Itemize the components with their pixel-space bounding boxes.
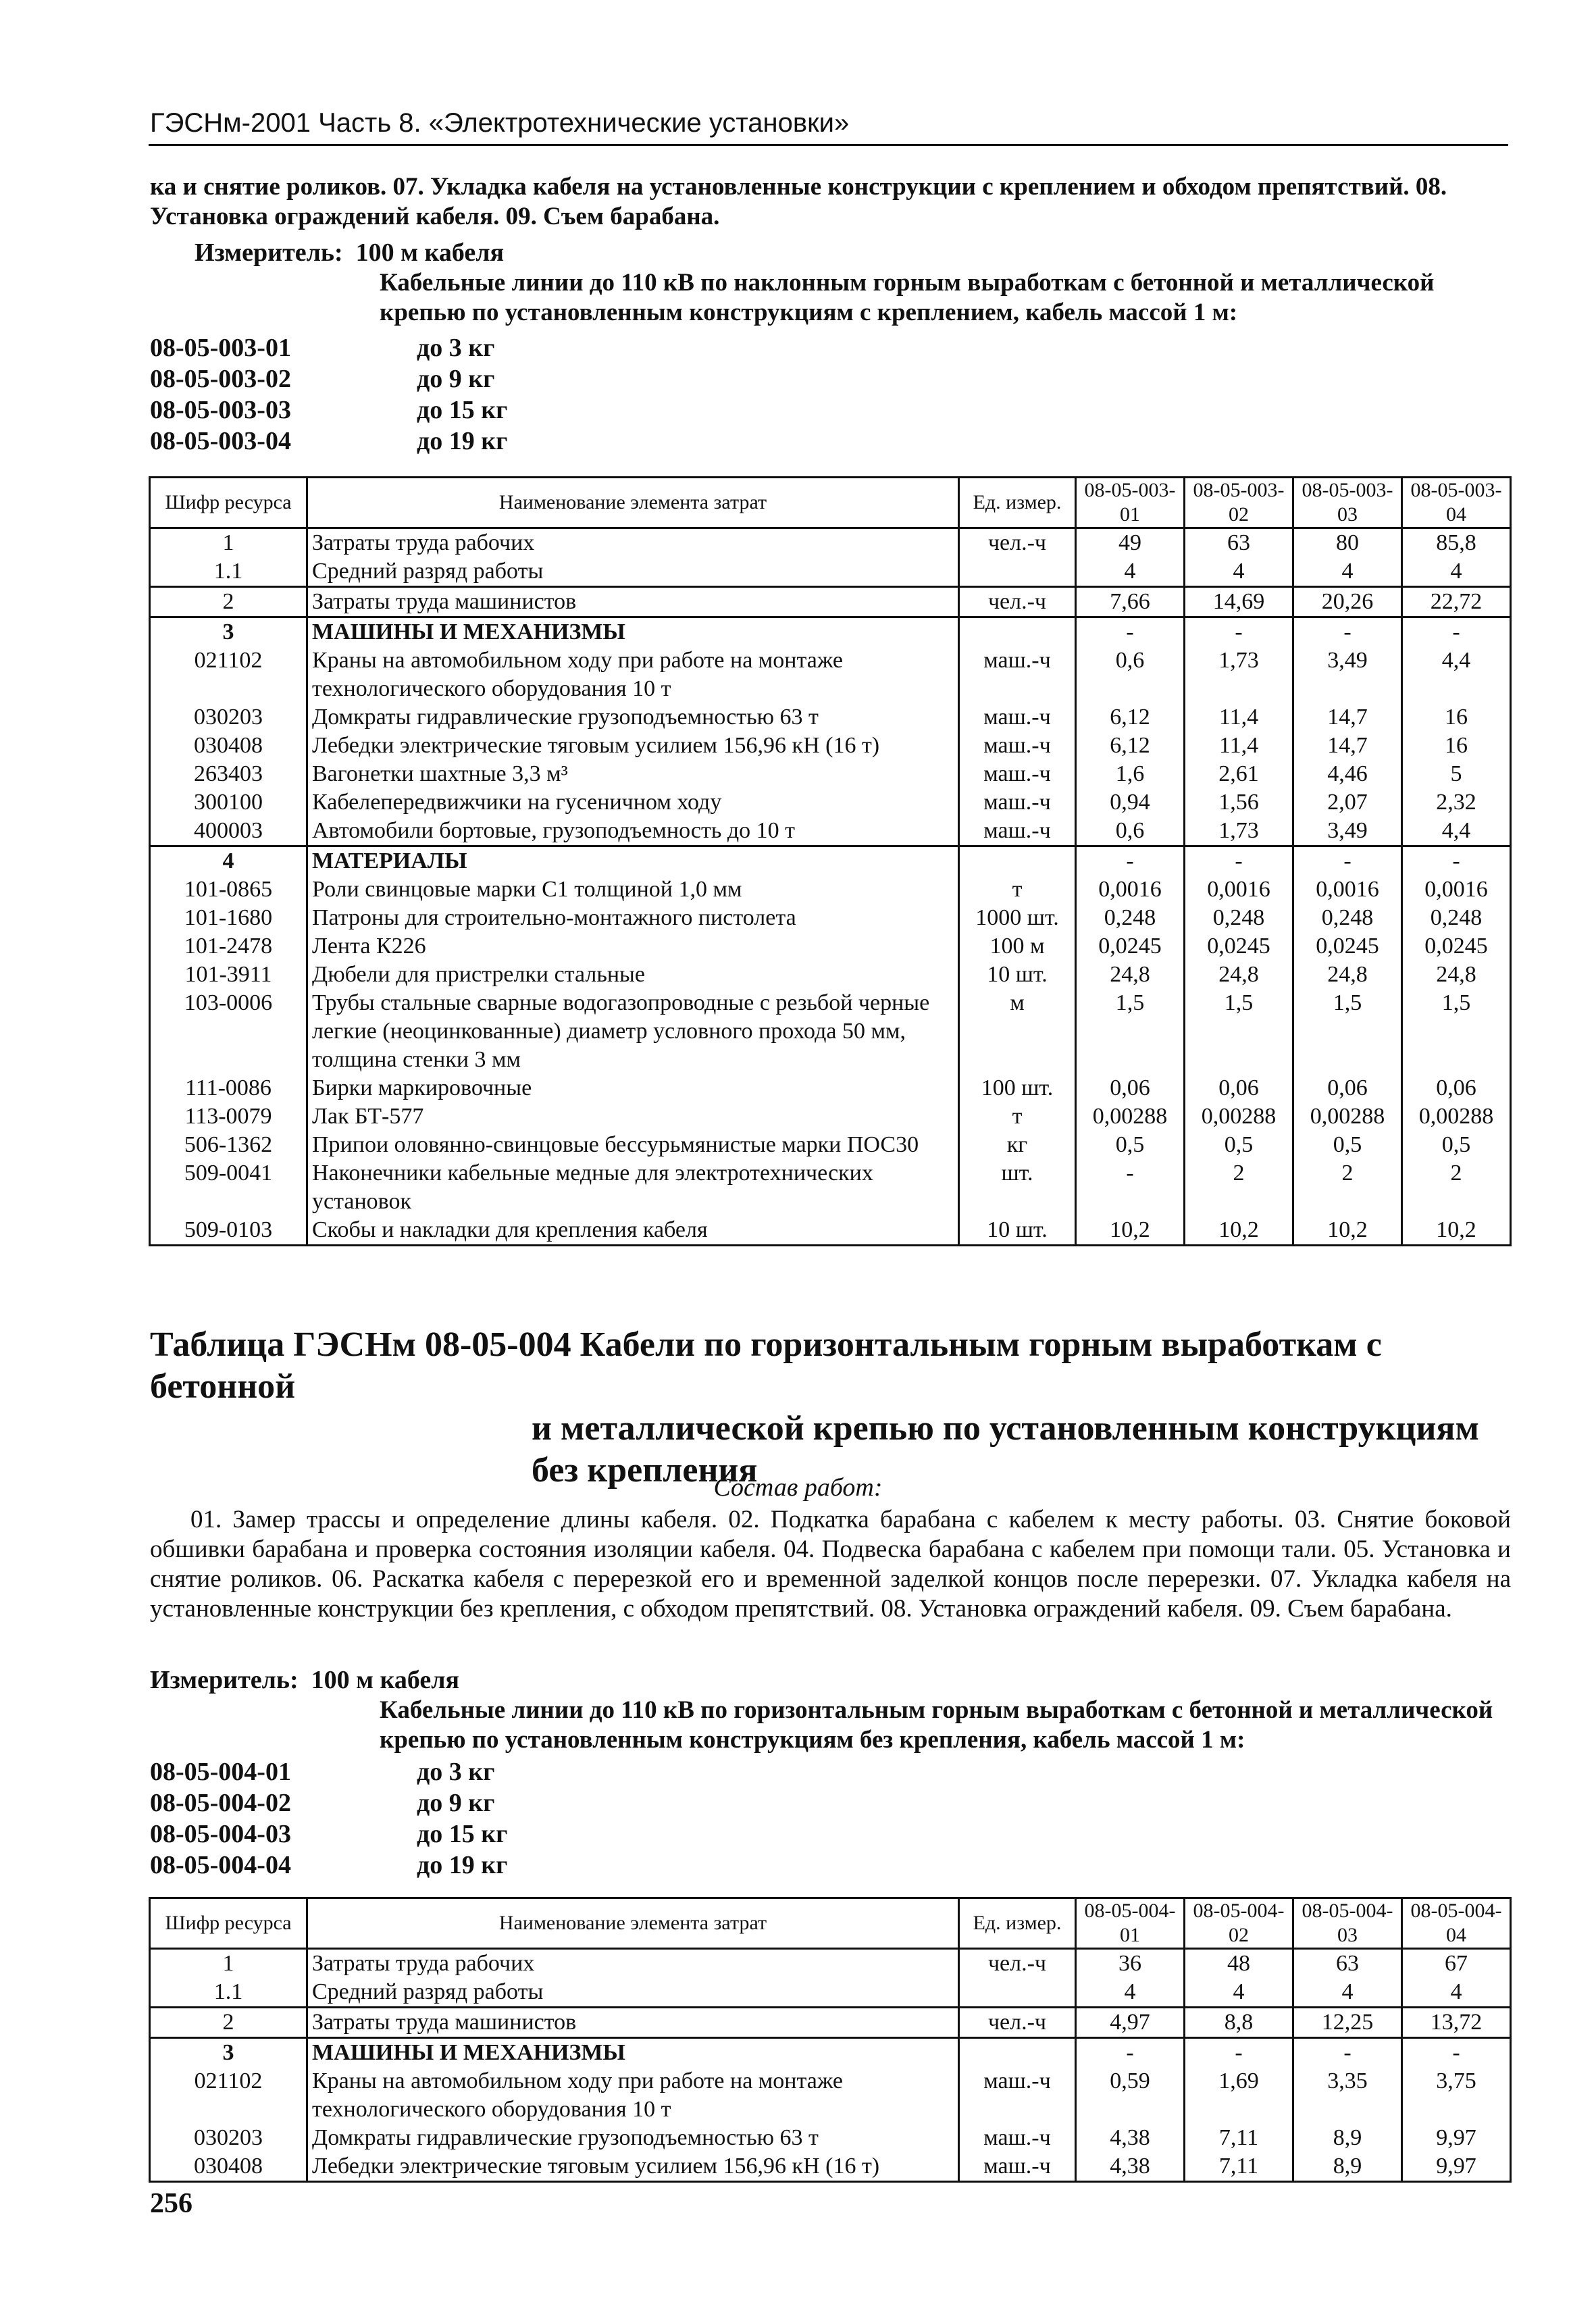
resource-value: 0,0016 [1076, 875, 1185, 904]
column-header: Ед. измер. [959, 1898, 1076, 1949]
table-title-line2: и металлической крепью по установленным конструкциям [532, 1409, 1479, 1448]
resource-name: Припои оловянно-свинцовые бессурьмянистые марки ПОС30 [307, 1131, 959, 1159]
resource-code: 300100 [150, 788, 307, 817]
meter-2 [150, 1665, 459, 1695]
resource-value: - [1076, 1159, 1185, 1216]
resource-value: 2,61 [1185, 760, 1293, 788]
resource-value: - [1293, 2038, 1402, 2068]
resource-value: 2,07 [1293, 788, 1402, 817]
resource-name: Лебедки электрические тяговым усилием 156,96 кН (16 т) [307, 2152, 959, 2182]
resource-value: 0,0016 [1402, 875, 1511, 904]
resource-value: 1,73 [1185, 646, 1293, 703]
resource-value: 16 [1402, 732, 1511, 760]
code-id: 08-05-004-04 [150, 1851, 291, 1879]
code-weight: до 3 кг [417, 1758, 495, 1786]
resource-name: Домкраты гидравлические грузоподъемностью 63 т [307, 2124, 959, 2152]
resource-value: 6,12 [1076, 703, 1185, 732]
table-row [150, 760, 1511, 788]
code-weight: до 9 кг [417, 1789, 495, 1817]
resource-value: 4,4 [1402, 646, 1511, 703]
table-row [150, 788, 1511, 817]
table-row [150, 1978, 1511, 2008]
resource-value: 5 [1402, 760, 1511, 788]
resource-unit [959, 1978, 1076, 2008]
resource-value: - [1185, 846, 1293, 876]
resource-value: 4,38 [1076, 2152, 1185, 2182]
resource-name: Вагонетки шахтные 3,3 м³ [307, 760, 959, 788]
resource-value: 14,7 [1293, 732, 1402, 760]
resource-value: - [1402, 617, 1511, 647]
resource-value: 24,8 [1293, 961, 1402, 989]
resource-code: 2 [150, 2008, 307, 2038]
resource-value: 1,56 [1185, 788, 1293, 817]
resource-unit: чел.-ч [959, 2008, 1076, 2038]
resource-unit: т [959, 1102, 1076, 1131]
table-row [150, 1074, 1511, 1102]
description-2: Кабельные линии до 110 кВ по горизонтальным горным выработкам с бетонной и металлической крепью по установленным конструкциям без крепления, кабель массой 1 м: [380, 1696, 1493, 1754]
resource-value: 24,8 [1185, 961, 1293, 989]
resource-value: 9,97 [1402, 2152, 1511, 2182]
top-paragraph: ка и снятие роликов. 07. Укладка кабеля на установленные конструкции с креплением и обходом препятствий. 08. Установка ограждений кабеля. 09. Съем барабана. [150, 173, 1447, 230]
resource-unit: маш.-ч [959, 646, 1076, 703]
resource-value: 49 [1076, 528, 1185, 558]
code-weight: до 15 кг [417, 396, 508, 424]
resource-value: 7,11 [1185, 2124, 1293, 2152]
resource-name: Лак БТ-577 [307, 1102, 959, 1131]
table-row [150, 1159, 1511, 1216]
resource-name: Трубы стальные сварные водогазопроводные с резьбой черные легкие (неоцинкованные) диаметр условного прохода 50 мм, толщина стенки 3 мм [307, 989, 959, 1074]
code-id: 08-05-004-02 [150, 1789, 291, 1817]
resource-value: 0,00288 [1076, 1102, 1185, 1131]
resource-unit: 1000 шт. [959, 904, 1076, 932]
resource-code: 3 [150, 2038, 307, 2068]
resource-code: 1 [150, 1949, 307, 1979]
resource-value: 85,8 [1402, 528, 1511, 558]
resource-value: - [1076, 617, 1185, 647]
resource-value: 0,06 [1402, 1074, 1511, 1102]
resource-unit: маш.-ч [959, 2152, 1076, 2182]
resource-value: 0,0245 [1076, 932, 1185, 961]
table-row [150, 1102, 1511, 1131]
resource-value: 4 [1402, 557, 1511, 587]
column-header: 08-05-003-04 [1402, 478, 1511, 528]
resource-value: 4 [1185, 1978, 1293, 2008]
code-id: 08-05-003-01 [150, 334, 291, 362]
table-row [150, 1216, 1511, 1246]
code-row [150, 1850, 507, 1881]
resource-value: 4 [1293, 1978, 1402, 2008]
resource-value: 0,59 [1076, 2067, 1185, 2124]
resource-code: 113-0079 [150, 1102, 307, 1131]
resource-value: 4,46 [1293, 760, 1402, 788]
resource-value: 0,6 [1076, 817, 1185, 846]
resource-code: 509-0103 [150, 1216, 307, 1246]
resource-value: 24,8 [1076, 961, 1185, 989]
resource-value: 4 [1293, 557, 1402, 587]
resource-unit: маш.-ч [959, 788, 1076, 817]
table-row [150, 617, 1511, 647]
code-list-2 [150, 1756, 507, 1881]
resource-unit: чел.-ч [959, 528, 1076, 558]
resource-value: 63 [1293, 1949, 1402, 1979]
resource-value: 0,5 [1076, 1131, 1185, 1159]
resource-value: 3,49 [1293, 817, 1402, 846]
resource-value: - [1293, 617, 1402, 647]
table-title-line3: без крепления [532, 1451, 758, 1490]
column-header: 08-05-003-02 [1185, 478, 1293, 528]
resource-value: 1,73 [1185, 817, 1293, 846]
resource-value: - [1402, 2038, 1511, 2068]
table-row [150, 1131, 1511, 1159]
resource-unit: чел.-ч [959, 587, 1076, 617]
resource-unit [959, 2038, 1076, 2068]
resource-unit: маш.-ч [959, 760, 1076, 788]
resource-code: 101-3911 [150, 961, 307, 989]
table-row [150, 2124, 1511, 2152]
column-header: 08-05-004-03 [1293, 1898, 1402, 1949]
code-row [150, 395, 507, 426]
column-header: 08-05-004-02 [1185, 1898, 1293, 1949]
resource-value: 48 [1185, 1949, 1293, 1979]
resource-code: 030203 [150, 2124, 307, 2152]
table-row [150, 2008, 1511, 2038]
resource-name: Наконечники кабельные медные для электротехнических установок [307, 1159, 959, 1216]
code-row [150, 1787, 507, 1819]
resource-name: Затраты труда рабочих [307, 528, 959, 558]
resource-name: Лебедки электрические тяговым усилием 156,96 кН (16 т) [307, 732, 959, 760]
resource-value: 12,25 [1293, 2008, 1402, 2038]
resource-unit: 100 м [959, 932, 1076, 961]
resource-value: - [1185, 617, 1293, 647]
resource-name: МАШИНЫ И МЕХАНИЗМЫ [307, 2038, 959, 2068]
code-id: 08-05-003-02 [150, 365, 291, 393]
resource-code: 101-2478 [150, 932, 307, 961]
resource-value: 1,5 [1076, 989, 1185, 1074]
page-header-title: ГЭСНм-2001 Часть 8. «Электротехнические установки» [150, 108, 850, 138]
code-list-1 [150, 332, 507, 457]
composition-text: 01. Замер трассы и определение длины кабеля. 02. Подкатка барабана с кабелем к месту работы. 03. Снятие боковой обшивки барабана и проверка состояния изоляции кабеля. 04. Подвеска барабана с кабелем при помощи тали. 05. Установка и снятие роликов. 06. Раскатка кабеля с перерезкой его и временной заделкой концов после перерезки. 07. Укладка кабеля на установленные конструкции без крепления, с обходом препятствий. 08. Установка ограждений кабеля. 09. Съем барабана. [150, 1506, 1511, 1623]
resource-value: 0,248 [1402, 904, 1511, 932]
resource-unit: м [959, 989, 1076, 1074]
code-id: 08-05-003-04 [150, 427, 291, 455]
resource-value: 8,9 [1293, 2152, 1402, 2182]
resource-unit: маш.-ч [959, 2124, 1076, 2152]
resource-unit: шт. [959, 1159, 1076, 1216]
resource-unit: маш.-ч [959, 817, 1076, 846]
resource-code: 111-0086 [150, 1074, 307, 1102]
header-row [150, 1898, 1511, 1949]
resource-unit: кг [959, 1131, 1076, 1159]
resource-value: 8,8 [1185, 2008, 1293, 2038]
table-row [150, 932, 1511, 961]
code-row [150, 332, 507, 363]
resource-name: Средний разряд работы [307, 1978, 959, 2008]
resource-value: 1,6 [1076, 760, 1185, 788]
resource-value: 0,6 [1076, 646, 1185, 703]
resource-value: 4,4 [1402, 817, 1511, 846]
resource-value: - [1293, 846, 1402, 876]
resource-value: 10,2 [1402, 1216, 1511, 1246]
table-row [150, 2152, 1511, 2182]
table-row [150, 587, 1511, 617]
resource-value: 3,75 [1402, 2067, 1511, 2124]
resource-code: 263403 [150, 760, 307, 788]
resource-value: 0,5 [1402, 1131, 1511, 1159]
resource-value: 0,0245 [1185, 932, 1293, 961]
resource-code: 400003 [150, 817, 307, 846]
meter-1-value: 100 м кабеля [355, 238, 505, 267]
resource-value: 7,11 [1185, 2152, 1293, 2182]
table-row [150, 989, 1511, 1074]
resource-value: 11,4 [1185, 703, 1293, 732]
column-header: Наименование элемента затрат [307, 478, 959, 528]
resource-unit: чел.-ч [959, 1949, 1076, 1979]
resource-code: 101-0865 [150, 875, 307, 904]
resource-name: Автомобили бортовые, грузоподъемность до 10 т [307, 817, 959, 846]
resource-value: 4,97 [1076, 2008, 1185, 2038]
resource-value: 1,5 [1185, 989, 1293, 1074]
code-row [150, 426, 507, 457]
resource-value: 0,0016 [1185, 875, 1293, 904]
column-header: Шифр ресурса [150, 478, 307, 528]
resource-code: 3 [150, 617, 307, 647]
code-weight: до 19 кг [417, 427, 508, 455]
resource-value: 2,32 [1402, 788, 1511, 817]
resource-value: 0,5 [1293, 1131, 1402, 1159]
resource-value: 36 [1076, 1949, 1185, 1979]
meter-1 [195, 238, 504, 268]
code-row [150, 1819, 507, 1850]
table-row [150, 875, 1511, 904]
resource-unit: 100 шт. [959, 1074, 1076, 1102]
resource-name: Кабелепередвижчики на гусеничном ходу [307, 788, 959, 817]
resource-value: 1,69 [1185, 2067, 1293, 2124]
resource-value: 0,06 [1076, 1074, 1185, 1102]
resource-value: 3,49 [1293, 646, 1402, 703]
table-row [150, 961, 1511, 989]
resource-code: 509-0041 [150, 1159, 307, 1216]
resource-value: 0,5 [1185, 1131, 1293, 1159]
resource-table-2 [149, 1897, 1512, 2183]
description-1: Кабельные линии до 110 кВ по наклонным горным выработкам с бетонной и металлической крепью по установленным конструкциям с креплением, кабель массой 1 м: [380, 269, 1435, 326]
resource-unit: 10 шт. [959, 961, 1076, 989]
table-row [150, 703, 1511, 732]
code-weight: до 9 кг [417, 365, 495, 393]
resource-value: 0,06 [1293, 1074, 1402, 1102]
resource-name: Роли свинцовые марки С1 толщиной 1,0 мм [307, 875, 959, 904]
code-row [150, 1756, 507, 1787]
resource-unit: маш.-ч [959, 2067, 1076, 2124]
table-row [150, 904, 1511, 932]
resource-value: 0,06 [1185, 1074, 1293, 1102]
column-header: 08-05-003-03 [1293, 478, 1402, 528]
resource-value: 4 [1402, 1978, 1511, 2008]
resource-unit: т [959, 875, 1076, 904]
resource-table-1 [149, 476, 1512, 1246]
resource-unit: маш.-ч [959, 703, 1076, 732]
resource-value: 1,5 [1293, 989, 1402, 1074]
table-row [150, 732, 1511, 760]
resource-name: Затраты труда машинистов [307, 2008, 959, 2038]
code-id: 08-05-003-03 [150, 396, 291, 424]
resource-value: 20,26 [1293, 587, 1402, 617]
resource-value: 24,8 [1402, 961, 1511, 989]
resource-name: Затраты труда машинистов [307, 587, 959, 617]
resource-name: Затраты труда рабочих [307, 1949, 959, 1979]
column-header: Шифр ресурса [150, 1898, 307, 1949]
meter-1-label: Измеритель: [195, 238, 343, 267]
resource-code: 506-1362 [150, 1131, 307, 1159]
resource-value: 1,5 [1402, 989, 1511, 1074]
column-header: 08-05-004-04 [1402, 1898, 1511, 1949]
resource-value: 0,248 [1076, 904, 1185, 932]
resource-unit: 10 шт. [959, 1216, 1076, 1246]
header-divider [149, 144, 1508, 146]
column-header: Наименование элемента затрат [307, 1898, 959, 1949]
resource-code: 2 [150, 587, 307, 617]
resource-code: 1.1 [150, 557, 307, 587]
meter-2-label: Измеритель: [150, 1666, 299, 1694]
resource-name: Скобы и накладки для крепления кабеля [307, 1216, 959, 1246]
resource-unit [959, 557, 1076, 587]
resource-value: 16 [1402, 703, 1511, 732]
resource-value: 2 [1402, 1159, 1511, 1216]
resource-value: 4 [1076, 557, 1185, 587]
resource-value: 4,38 [1076, 2124, 1185, 2152]
resource-value: 11,4 [1185, 732, 1293, 760]
resource-value: 4 [1076, 1978, 1185, 2008]
resource-value: 0,00288 [1402, 1102, 1511, 1131]
resource-name: Дюбели для пристрелки стальные [307, 961, 959, 989]
resource-value: 63 [1185, 528, 1293, 558]
resource-value: 10,2 [1293, 1216, 1402, 1246]
resource-value: 14,7 [1293, 703, 1402, 732]
table-row [150, 528, 1511, 558]
resource-value: 7,66 [1076, 587, 1185, 617]
code-id: 08-05-004-03 [150, 1820, 291, 1848]
resource-value: 3,35 [1293, 2067, 1402, 2124]
composition-label: Состав работ: [713, 1473, 883, 1502]
resource-value: 13,72 [1402, 2008, 1511, 2038]
resource-name: МАТЕРИАЛЫ [307, 846, 959, 876]
resource-value: 0,248 [1293, 904, 1402, 932]
resource-name: Бирки маркировочные [307, 1074, 959, 1102]
column-header: 08-05-004-01 [1076, 1898, 1185, 1949]
column-header: Ед. измер. [959, 478, 1076, 528]
resource-value: 0,00288 [1293, 1102, 1402, 1131]
code-id: 08-05-004-01 [150, 1758, 291, 1786]
resource-value: 9,97 [1402, 2124, 1511, 2152]
resource-value: - [1402, 846, 1511, 876]
resource-name: Лента К226 [307, 932, 959, 961]
table-row [150, 846, 1511, 876]
resource-value: 0,0016 [1293, 875, 1402, 904]
resource-value: 8,9 [1293, 2124, 1402, 2152]
resource-code: 030408 [150, 2152, 307, 2182]
table-row [150, 557, 1511, 587]
table-title-line1: Таблица ГЭСНм 08-05-004 Кабели по горизонтальным горным выработкам с бетонной [150, 1325, 1382, 1406]
resource-code: 1 [150, 528, 307, 558]
resource-value: 10,2 [1076, 1216, 1185, 1246]
resource-value: 0,248 [1185, 904, 1293, 932]
page-number: 256 [150, 2188, 192, 2219]
header-row [150, 478, 1511, 528]
resource-name: Патроны для строительно-монтажного пистолета [307, 904, 959, 932]
resource-name: Краны на автомобильном ходу при работе на монтаже технологического оборудования 10 т [307, 646, 959, 703]
code-row [150, 363, 507, 395]
column-header: 08-05-003-01 [1076, 478, 1185, 528]
table-row [150, 817, 1511, 846]
resource-value: 0,0245 [1402, 932, 1511, 961]
resource-value: 6,12 [1076, 732, 1185, 760]
resource-value: 2 [1293, 1159, 1402, 1216]
resource-value: 2 [1185, 1159, 1293, 1216]
resource-unit [959, 617, 1076, 647]
table-row [150, 646, 1511, 703]
resource-name: Средний разряд работы [307, 557, 959, 587]
table-row [150, 2038, 1511, 2068]
resource-name: Краны на автомобильном ходу при работе на монтаже технологического оборудования 10 т [307, 2067, 959, 2124]
table-row [150, 1949, 1511, 1979]
code-weight: до 15 кг [417, 1820, 508, 1848]
resource-value: 14,69 [1185, 587, 1293, 617]
resource-code: 030203 [150, 703, 307, 732]
resource-name: Домкраты гидравлические грузоподъемностью 63 т [307, 703, 959, 732]
resource-code: 1.1 [150, 1978, 307, 2008]
resource-value: 0,0245 [1293, 932, 1402, 961]
resource-code: 021102 [150, 646, 307, 703]
resource-value: 22,72 [1402, 587, 1511, 617]
resource-value: 67 [1402, 1949, 1511, 1979]
resource-value: 80 [1293, 528, 1402, 558]
resource-value: - [1076, 2038, 1185, 2068]
resource-name: МАШИНЫ И МЕХАНИЗМЫ [307, 617, 959, 647]
resource-value: 4 [1185, 557, 1293, 587]
resource-code: 101-1680 [150, 904, 307, 932]
meter-2-value: 100 м кабеля [311, 1666, 460, 1694]
resource-unit [959, 846, 1076, 876]
resource-value: 10,2 [1185, 1216, 1293, 1246]
resource-code: 030408 [150, 732, 307, 760]
resource-code: 4 [150, 846, 307, 876]
resource-code: 021102 [150, 2067, 307, 2124]
table-title [150, 1324, 1511, 1492]
resource-value: 0,94 [1076, 788, 1185, 817]
resource-value: - [1076, 846, 1185, 876]
resource-code: 103-0006 [150, 989, 307, 1074]
resource-unit: маш.-ч [959, 732, 1076, 760]
resource-value: 0,00288 [1185, 1102, 1293, 1131]
resource-value: - [1185, 2038, 1293, 2068]
code-weight: до 3 кг [417, 334, 495, 362]
code-weight: до 19 кг [417, 1851, 508, 1879]
table-row [150, 2067, 1511, 2124]
